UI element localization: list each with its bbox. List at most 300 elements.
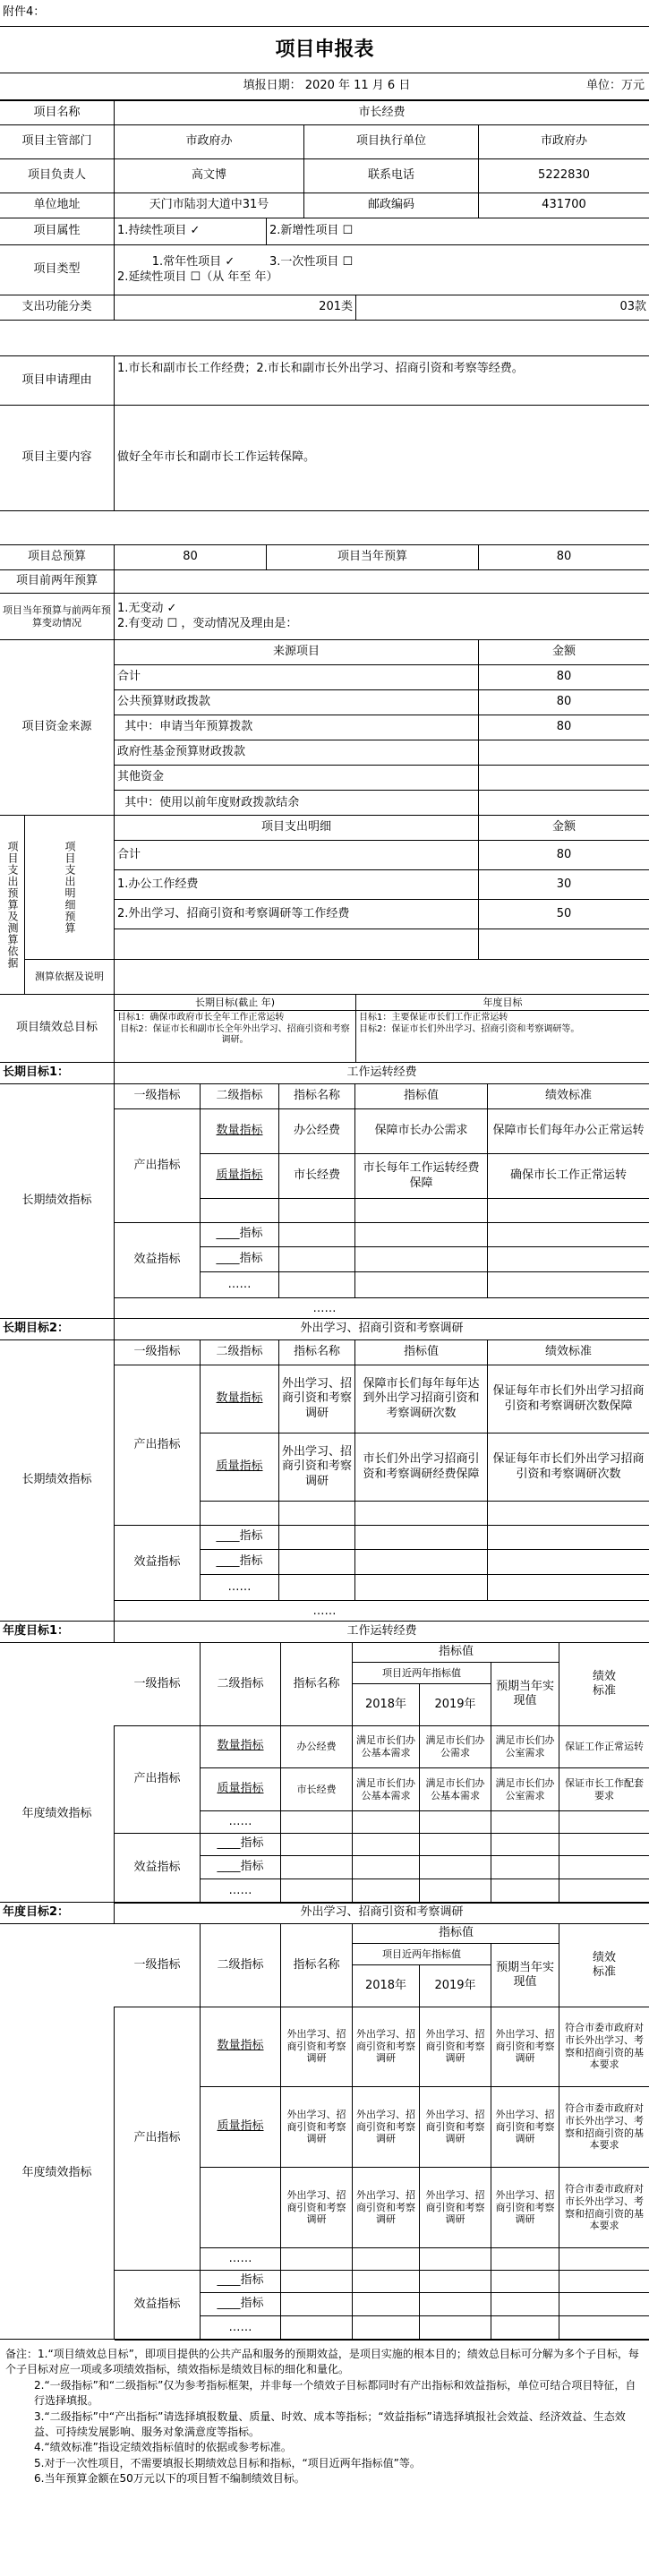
yt2-name: 外出学习、招商引资和考察调研: [300, 1905, 464, 1920]
source-col-header: 来源项目: [115, 640, 479, 664]
recent-group: [353, 1663, 491, 1725]
note-line: 4.“绩效标准”指设定绩效指标值时的依据或参考标准。: [34, 2441, 292, 2454]
benefit-block: [115, 1525, 649, 1601]
lt2-name: 外出学习、招商引资和考察调研: [300, 1322, 464, 1336]
source-name: 其他资金: [115, 766, 479, 790]
dots-cell: ……: [201, 1811, 281, 1833]
expense-row: [115, 870, 649, 900]
indicator-y1: 外出学习、招商引资和考察调研: [353, 2168, 420, 2247]
benefit-label: 效益指标: [115, 2270, 201, 2340]
indicator-l2: 数量指标: [201, 1725, 281, 1767]
benefit-row: [201, 1222, 649, 1247]
empty-cell: [420, 1833, 491, 1855]
value-budget-year: 80: [556, 550, 572, 564]
recent-years: [353, 1684, 491, 1725]
empty-cell: [355, 1502, 488, 1525]
label-type: 项目类型: [0, 245, 115, 295]
change-option-1: 1.无变动 ✓: [117, 602, 177, 616]
empty-cell: ……: [201, 1879, 281, 1903]
dots-row: [201, 2248, 649, 2270]
dots-row: [201, 1811, 649, 1833]
date-row: [0, 73, 649, 100]
change-options: [115, 594, 649, 639]
row-spacer-2: [0, 511, 649, 545]
indicator-std: 符合市委市政府对市长外出学习、考察和招商引资的基本要求: [565, 2102, 644, 2152]
indicator-std: 符合市委市政府对市长外出学习、考察和招商引资的基本要求: [565, 2183, 644, 2232]
empty-cell: [559, 1856, 649, 1879]
label-dept: 项目主管部门: [0, 125, 115, 158]
dots-tail: [0, 1297, 649, 1319]
label-perf-goal: 项目绩效总目标: [0, 995, 115, 1062]
recent-title: [353, 1663, 491, 1684]
type-option-3: 3.一次性项目 ☐: [269, 255, 354, 270]
empty-cell: [355, 1199, 488, 1222]
indicator-row: [201, 1365, 649, 1433]
header-expect: 预期当年实现值: [495, 1679, 554, 1707]
amount-col-header: 金额: [551, 645, 576, 659]
row-prev: [0, 570, 649, 594]
expense-row: [115, 900, 649, 929]
row-func: [0, 295, 649, 321]
note-line: 6.当年预算金额在50万元以下的项目暂不编制绩效目标。: [34, 2472, 305, 2486]
empty-cell: [279, 1272, 355, 1297]
source-name: 公共预算财政拨款: [115, 690, 479, 715]
empty-cell: [281, 1811, 353, 1833]
label-content: 项目主要内容: [0, 406, 115, 510]
unit-label: 单位：万元: [585, 79, 645, 93]
row-dept: [0, 125, 649, 159]
empty-cell: [559, 2293, 649, 2315]
lt1-table: [0, 1084, 649, 1319]
empty-cell: ……: [201, 1575, 279, 1600]
empty-cell: [491, 1811, 559, 1833]
value-exec: 市政府办: [540, 134, 587, 149]
attr-option-1: 1.持续性项目 ✓: [115, 218, 267, 244]
empty-cell: [491, 1856, 559, 1879]
expense-header: [115, 816, 649, 841]
indicator-y1: 满足市长们办公基本需求: [353, 1768, 420, 1810]
lt2-title-row: [0, 1319, 649, 1340]
expense-section: [0, 816, 649, 995]
benefit-label: 效益指标: [115, 1525, 201, 1600]
output-label: 产出指标: [115, 1109, 201, 1222]
indicator-value: 市长们外出学习招商引资和考察调研经费保障: [355, 1433, 488, 1501]
source-amount: [479, 740, 649, 765]
empty-cell: [355, 1272, 488, 1297]
label-project-name: 项目名称: [0, 101, 115, 124]
change-option-2: 2.有变动 ☐ ，变动情况及理由是：: [117, 616, 298, 630]
header-l2: 二级指标: [201, 1643, 281, 1725]
indicator-name: 外出学习、招商引资和考察调研: [281, 2168, 353, 2247]
indicator-level2: 质量指标: [201, 1433, 279, 1501]
source-name: 其中：申请当年预算拨款: [115, 715, 479, 740]
benefit-row: [201, 1550, 649, 1575]
header-name: 指标名称: [281, 1643, 353, 1725]
dots: ……: [312, 1604, 337, 1618]
expense-sub-text: 项目支出明细预算: [64, 841, 76, 934]
expense-amount-header: 金额: [551, 820, 576, 834]
source-row: [115, 791, 649, 816]
benefit-row: [201, 2270, 649, 2293]
type-options: [115, 245, 649, 295]
year-goal-2: 目标2：保证市长们外出学习、招商引资和考察调研等。: [359, 1023, 580, 1034]
expense-amount: 50: [556, 906, 572, 920]
label-reason: 项目申请理由: [0, 356, 115, 405]
expense-amount: 30: [556, 877, 572, 891]
note-line: 3.“二级指标”中“产出指标”请选择填报数量、质量、时效、成本等指标；“效益指标”请选择填报社会效益、经济效益、生态效益、可持续发展影响、服务对象满意度等指标。: [34, 2409, 626, 2438]
lt1-label: 长期目标1：: [0, 1063, 115, 1083]
row-type: [0, 245, 649, 295]
row-leader: [0, 159, 649, 193]
header-l1: 一级指标: [115, 1084, 201, 1108]
empty-cell: [353, 2316, 420, 2340]
value-reason: 1.市长和副市长工作经费；2.市长和副市长外出学习、招商引资和考察等经费。: [117, 362, 524, 375]
label-budget-total: 项目总预算: [0, 545, 115, 569]
type-option-1: 1.常年性项目 ✓: [151, 255, 235, 270]
empty-cell: [491, 1879, 559, 1903]
indicator-l2: 质量指标: [201, 1768, 281, 1810]
empty-cell: [420, 1811, 491, 1833]
benefit-row: [201, 1833, 649, 1856]
label-phone: 联系电话: [304, 159, 479, 193]
header-value: 指标值: [438, 1645, 474, 1659]
source-name: 合计: [115, 665, 479, 689]
lt2-table: [0, 1340, 649, 1622]
header-l2: 二级指标: [201, 1340, 279, 1365]
lt2-label: 长期目标2：: [0, 1319, 115, 1339]
benefit-block: [115, 1222, 649, 1298]
expense-name: 1.办公工作经费: [115, 870, 479, 899]
indicator-std: 保证工作正常运转: [565, 1740, 644, 1752]
empty-cell: [279, 1525, 355, 1549]
source-name: 其中：使用以前年度财政拨款结余: [115, 791, 479, 816]
empty-cell: [279, 1247, 355, 1271]
source-header: [115, 640, 649, 665]
indicator-exp: 外出学习、招商引资和考察调研: [491, 2168, 559, 2247]
indicator-standard: 保障市长们每年办公正常运转: [492, 1124, 645, 1138]
source-row: [115, 740, 649, 766]
indicator-value: 市长每年工作运转经费保障: [355, 1154, 488, 1198]
dots-cell: ……: [201, 2248, 281, 2270]
year-goal-text: [356, 1011, 649, 1062]
notes: [0, 2340, 649, 2487]
empty-cell: [279, 1575, 355, 1600]
header-name: 指标名称: [279, 1340, 355, 1365]
empty-cell: [353, 1833, 420, 1855]
empty-cell: [488, 1550, 649, 1574]
indicator-exp: 满足市长们办公室需求: [491, 1725, 559, 1767]
empty-cell: [353, 1879, 420, 1903]
empty-cell: [420, 2270, 491, 2292]
benefit-row: [201, 1247, 649, 1272]
empty-cell: [279, 1199, 355, 1222]
value-header-title: [353, 1924, 559, 1944]
header-y2: 2019年: [434, 1697, 476, 1711]
source-amount: [479, 791, 649, 816]
indicator-standard: 确保市长工作正常运转: [509, 1168, 627, 1183]
source-row: [115, 665, 649, 690]
empty-cell: [281, 2316, 353, 2340]
empty-cell: [355, 1247, 488, 1271]
source-row: [115, 715, 649, 740]
value-address: 天门市陆羽大道中31号: [115, 193, 304, 218]
empty-cell: [281, 1856, 353, 1879]
header-l1: 一级指标: [115, 1924, 201, 2007]
long-goal-2: 目标2：保证市长和副市长全年外出学习、招商引资和考察调研。: [120, 1023, 350, 1045]
label-calc: 测算依据及说明: [25, 959, 115, 994]
source-name: 政府性基金预算财政拨款: [115, 740, 479, 765]
output-block: [115, 1365, 649, 1526]
empty-cell: [279, 1222, 355, 1246]
empty-cell: [559, 2270, 649, 2292]
label-change: 项目当年预算与前两年预算变动情况: [0, 594, 115, 639]
expense-name: 2.外出学习、招商引资和考察调研等工作经费: [115, 900, 479, 929]
indicator-name: 外出学习、招商引资和考察调研: [281, 2007, 353, 2086]
empty-cell: [420, 1879, 491, 1903]
note-line: 5.对于一次性项目，不需要填报长期绩效总目标和指标，“项目近两年指标值”等。: [34, 2456, 421, 2469]
dots-row: [201, 1199, 649, 1222]
header-val: 指标值: [355, 1340, 488, 1365]
indicator-y2: 满足市长们办公基本需求: [420, 1768, 491, 1810]
empty-cell: [355, 1222, 488, 1246]
value-leader: 高文博: [115, 159, 304, 193]
lt1-title-row: [0, 1063, 649, 1084]
indicator-y2: 外出学习、招商引资和考察调研: [420, 2168, 491, 2247]
value-zip: 431700: [542, 198, 586, 212]
dots: ……: [312, 1301, 337, 1315]
header-l2: 二级指标: [201, 1924, 281, 2007]
label-budget-year: 项目当年预算: [267, 545, 479, 569]
long-goal-text: [115, 1011, 356, 1062]
row-reason: [0, 356, 649, 406]
header-y1: 2018年: [353, 1965, 420, 2007]
empty-cell: [488, 1222, 649, 1246]
expense-body: [25, 816, 649, 994]
calc-basis: [25, 959, 649, 994]
source-row: [115, 766, 649, 791]
indicator-name: 外出学习、招商引资和考察调研: [279, 1365, 355, 1433]
expense-col-header: 项目支出明细: [115, 816, 479, 840]
blank-indicator: ____指标: [201, 2270, 281, 2292]
expense-detail: [25, 816, 649, 960]
empty-cell: [488, 1199, 649, 1222]
blank-indicator: ____指标: [201, 1550, 279, 1574]
source-amount: 80: [556, 720, 572, 734]
year-header: [115, 1643, 649, 1726]
empty-cell: [279, 1550, 355, 1574]
benefit-row: [201, 1272, 649, 1297]
header-standard: 绩效 标准: [592, 1669, 616, 1698]
indicator-level2: 质量指标: [201, 1154, 279, 1198]
blank-indicator: ____指标: [201, 1525, 279, 1549]
indicator-exp: 外出学习、招商引资和考察调研: [491, 2007, 559, 2086]
indicator-value: 保障市长办公需求: [355, 1109, 488, 1153]
header-recent: 项目近两年指标值: [382, 1666, 461, 1679]
yt2-table: [0, 1924, 649, 2340]
label-expense-sub: [25, 816, 115, 959]
blank-indicator: ____指标: [201, 1856, 281, 1879]
indicator-row: [201, 2168, 649, 2248]
lt1-name: 工作运转经费: [346, 1065, 417, 1080]
indicator-level2: 数量指标: [201, 1365, 279, 1433]
indicator-row: [201, 2007, 649, 2087]
indicator-name: 市长经费: [281, 1768, 353, 1810]
yt1-table: [0, 1643, 649, 1903]
value-project-name: 市长经费: [358, 105, 406, 119]
attachment-row: [0, 0, 649, 27]
header-std: 绩效标准: [544, 1089, 592, 1103]
empty-cell: [355, 1525, 488, 1549]
row-budget: [0, 545, 649, 570]
indicator-name: 外出学习、招商引资和考察调研: [279, 1433, 355, 1501]
empty-cell: [559, 1811, 649, 1833]
empty-cell: ……: [201, 1272, 279, 1297]
empty-cell: [491, 2248, 559, 2270]
header-l1: 一级指标: [115, 1643, 201, 1725]
empty-cell: [353, 2270, 420, 2292]
indicator-y2: 外出学习、招商引资和考察调研: [420, 2087, 491, 2167]
empty-cell: [420, 2248, 491, 2270]
indicator-l2: 数量指标: [201, 2007, 281, 2086]
perf-goal-section: [0, 995, 649, 1063]
output-label: 产出指标: [115, 2007, 201, 2270]
label-attr: 项目属性: [0, 218, 115, 244]
benefit-row: [201, 1525, 649, 1550]
empty-cell: [488, 1272, 649, 1297]
label-func: 支出功能分类: [0, 295, 115, 320]
value-header-group: [353, 1643, 559, 1725]
blank-indicator: ____指标: [201, 1247, 279, 1271]
long-perf-label: 长期绩效指标: [0, 1084, 115, 1318]
benefit-row: [201, 1575, 649, 1600]
empty-cell: [201, 1502, 279, 1525]
year-goal-header: 年度目标: [482, 996, 523, 1008]
value-header-title: [353, 1643, 559, 1663]
indicator-name: 办公经费: [279, 1109, 355, 1153]
value-header-group: [353, 1924, 559, 2007]
yt1-label: 年度目标1：: [0, 1622, 115, 1642]
indicator-std: 符合市委市政府对市长外出学习、考察和招商引资的基本要求: [565, 2022, 644, 2071]
empty-cell: [281, 2293, 353, 2315]
indicator-row: [201, 1725, 649, 1768]
perf-goal-header: [115, 995, 649, 1011]
empty-cell: [491, 2316, 559, 2340]
value-budget-total: 80: [115, 545, 267, 569]
dots-tail: [0, 1600, 649, 1622]
output-block: [115, 1109, 649, 1223]
indicator-standard: 保证每年市长们外出学习招商引资和考察调研次数保障: [492, 1384, 645, 1413]
value-content: 做好全年市长和副市长工作运转保障。: [117, 450, 316, 465]
benefit-row: [201, 2316, 649, 2340]
output-label: 产出指标: [115, 1725, 201, 1833]
indicator-level2: 数量指标: [201, 1109, 279, 1153]
header-recent: 项目近两年指标值: [382, 1947, 461, 1960]
title-row: [0, 27, 649, 73]
empty-cell: [420, 2316, 491, 2340]
header-value: 指标值: [438, 1926, 474, 1940]
empty-cell: [491, 2293, 559, 2315]
attr-option-2: 2.新增性项目 ☐: [269, 224, 354, 238]
indicator-row: [201, 2087, 649, 2168]
indicator-name: 外出学习、招商引资和考察调研: [281, 2087, 353, 2167]
label-source: 项目资金来源: [0, 640, 115, 815]
expense-name: 合计: [115, 841, 479, 869]
empty-cell: [488, 1502, 649, 1525]
empty-cell: [488, 1247, 649, 1271]
label-expense: [0, 816, 25, 994]
label-prev: 项目前两年预算: [0, 570, 115, 593]
year-goal-1: 目标1：主要保证市长们工作正常运转: [359, 1013, 508, 1023]
funding-source-section: [0, 640, 649, 816]
recent-group: [353, 1944, 491, 2007]
empty-cell: [355, 1550, 488, 1574]
expense-name: [115, 929, 479, 959]
indicator-l2: [201, 2168, 281, 2247]
empty-cell: [201, 1199, 279, 1222]
expense-amount: [479, 929, 649, 959]
empty-cell: [559, 1833, 649, 1855]
note-line: 2.“一级指标”和“二级指标”仅为参考指标框架，并非每一个绩效子目标都同时有产出指标和效益指标，单位可结合项目特征，自行选择填报。: [34, 2378, 636, 2408]
header-standard: 绩效 标准: [592, 1950, 616, 1979]
long-goal-1: 目标1：确保市政府市长全年工作正常运转: [117, 1013, 285, 1023]
long-goal-header: 长期目标(截止 年): [115, 995, 356, 1010]
empty-cell: [353, 1811, 420, 1833]
indicator-exp: 外出学习、招商引资和考察调研: [491, 2087, 559, 2167]
label-address: 单位地址: [0, 193, 115, 218]
source-amount: [479, 766, 649, 790]
source-amount: 80: [556, 695, 572, 709]
expense-table: [115, 816, 649, 959]
form-title: 项目申报表: [275, 37, 374, 61]
yt2-title-row: [0, 1903, 649, 1924]
benefit-block: [115, 1833, 649, 1904]
benefit-row: [201, 2293, 649, 2316]
header-name: 指标名称: [281, 1924, 353, 2007]
source-table: [115, 640, 649, 815]
source-amount: 80: [556, 670, 572, 684]
label-zip: 邮政编码: [304, 193, 479, 218]
header-l2: 二级指标: [201, 1084, 279, 1108]
long-perf-label: 长期绩效指标: [0, 1340, 115, 1621]
header-y1: 2018年: [353, 1684, 420, 1725]
empty-cell: [355, 1575, 488, 1600]
indicator-l2: 质量指标: [201, 2087, 281, 2167]
empty-cell: [491, 1833, 559, 1855]
row-project-name: [0, 100, 649, 125]
empty-cell: [488, 1575, 649, 1600]
dots-row: [201, 1502, 649, 1525]
value-header-sub: [353, 1944, 559, 2007]
indicator-std: 保证市长工作配套要求: [565, 1776, 644, 1801]
source-row: [115, 690, 649, 715]
indicator-name: 市长经费: [279, 1154, 355, 1198]
indicator-y2: 外出学习、招商引资和考察调研: [420, 2007, 491, 2086]
fill-date: 填报日期： 2020 年 11 月 6 日: [243, 79, 411, 93]
yt1-title-row: [0, 1622, 649, 1643]
indicator-y1: 外出学习、招商引资和考察调研: [353, 2007, 420, 2086]
benefit-block: [115, 2270, 649, 2341]
empty-cell: [491, 2270, 559, 2292]
empty-cell: [559, 2248, 649, 2270]
indicator-row: [201, 1768, 649, 1811]
row-content: [0, 406, 649, 511]
indicator-header: [115, 1084, 649, 1109]
recent-title: [353, 1944, 491, 1965]
expense-row: [115, 929, 649, 959]
benefit-label: 效益指标: [115, 1833, 201, 1903]
benefit-row: [201, 1856, 649, 1879]
indicator-row: [201, 1433, 649, 1502]
